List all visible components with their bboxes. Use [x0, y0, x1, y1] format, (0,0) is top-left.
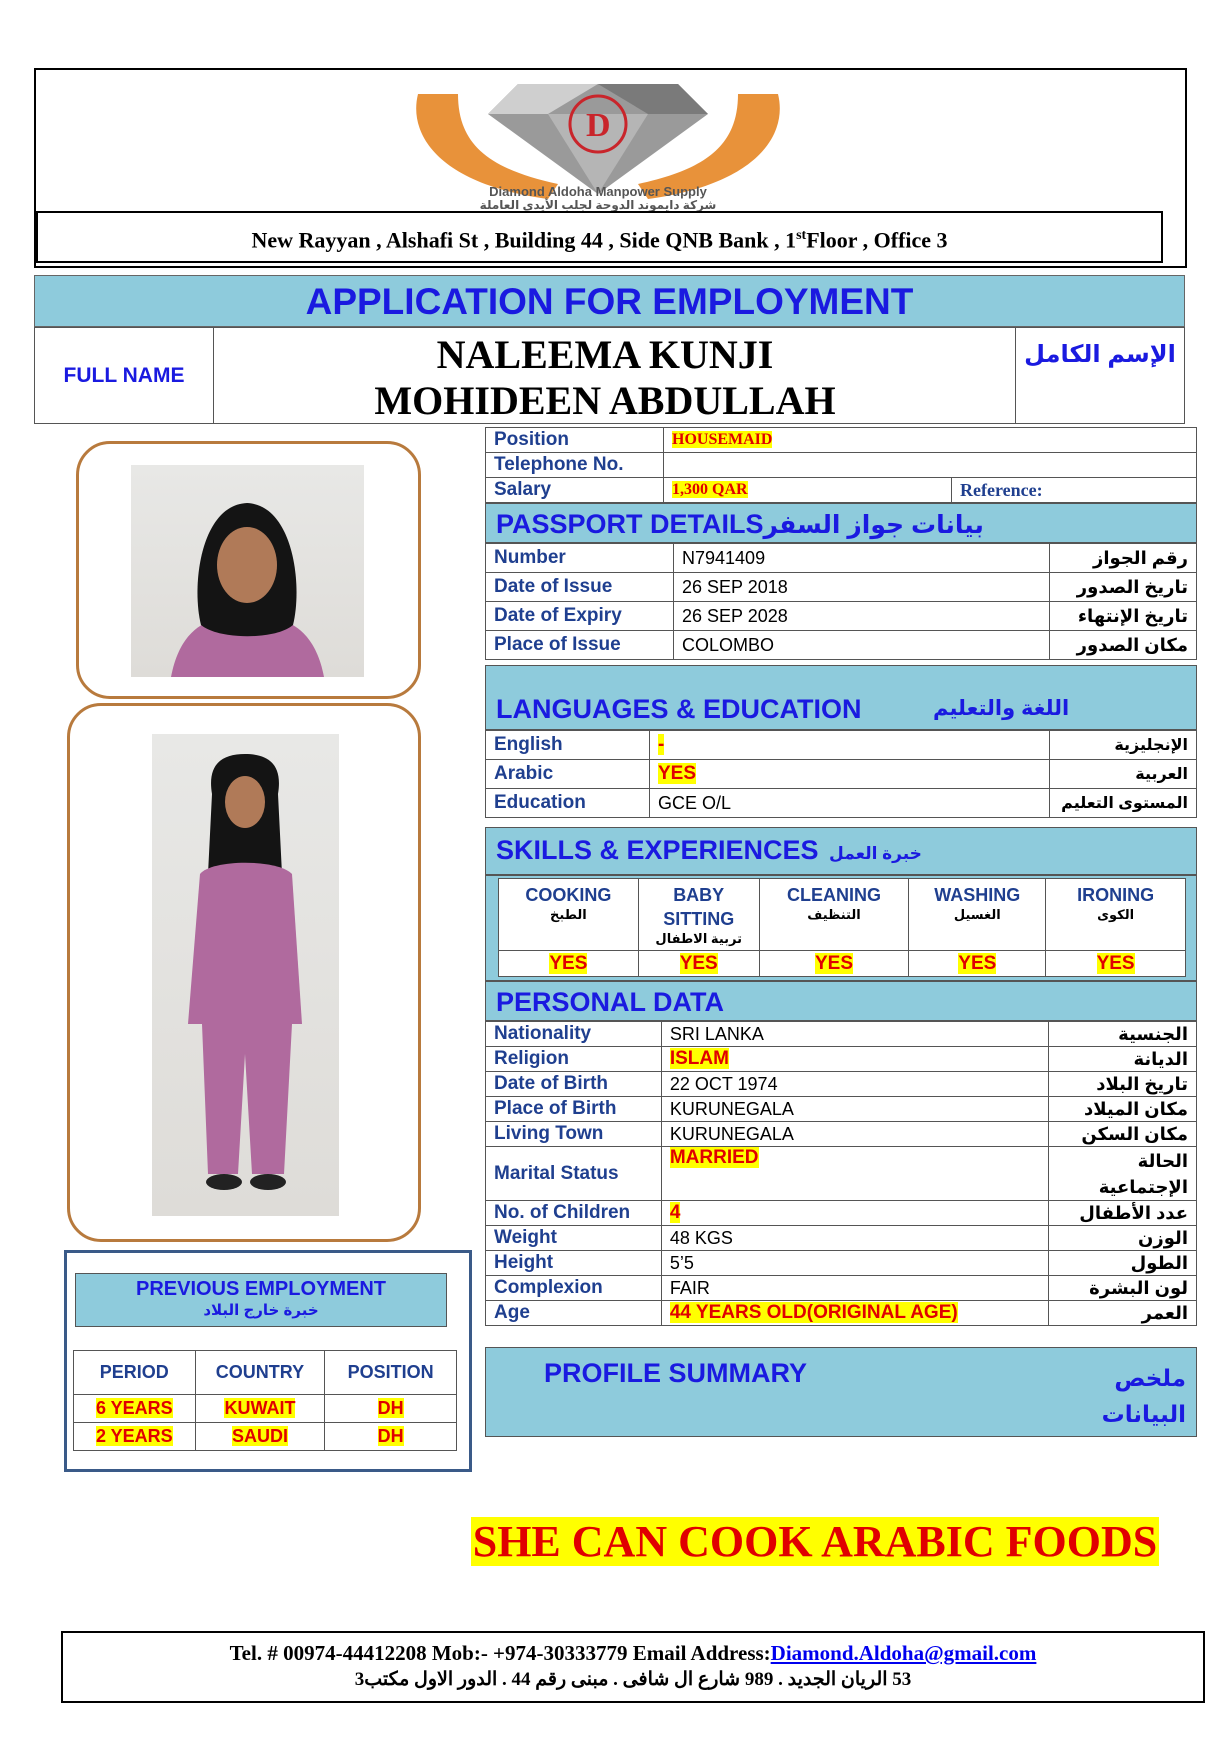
personal-row-label: No. of Children	[486, 1201, 662, 1226]
passport-row	[486, 631, 1197, 660]
personal-row	[486, 1201, 1197, 1226]
header-box	[34, 68, 1187, 268]
full-body-photo	[152, 734, 339, 1216]
skills-value-row	[499, 951, 1186, 977]
personal-row-label: Weight	[486, 1226, 662, 1251]
personal-row-value: 44 YEARS OLD(ORIGINAL AGE)	[669, 1302, 958, 1323]
passport-row	[486, 544, 1197, 573]
personal-row-value: MARRIED	[669, 1147, 759, 1168]
portrait-photo	[131, 465, 364, 677]
personal-row	[486, 1022, 1197, 1047]
passport-table	[485, 543, 1197, 660]
skill-name-ar: الكوى	[1097, 907, 1135, 922]
reference-label: Reference:	[952, 478, 1197, 503]
cooking-note-text: SHE CAN COOK ARABIC FOODS	[472, 1517, 1158, 1566]
skills-header-row	[499, 879, 1186, 951]
company-name-en: Diamond Aldoha Manpower Supply	[489, 184, 707, 199]
languages-table	[485, 730, 1197, 818]
skill-name-ar: الغسيل	[953, 907, 1001, 922]
personal-row	[486, 1097, 1197, 1122]
personal-row-label: Marital Status	[486, 1147, 662, 1201]
passport-row	[486, 602, 1197, 631]
personal-row-label: Date of Birth	[486, 1072, 662, 1097]
languages-title-ar: اللغة والتعليم	[933, 697, 1070, 720]
full-name-value: NALEEMA KUNJI MOHIDEEN ABDULLAH	[374, 332, 836, 423]
footer-contact-text: Tel. # 00974-44412208 Mob:- +974-30333779 Email Address:	[229, 1641, 771, 1665]
skill-name-ar: الطبخ	[550, 907, 587, 922]
salary-value: 1,300 QAR	[672, 481, 748, 498]
passport-row-label-ar: مكان الصدور	[1050, 631, 1197, 660]
personal-row	[486, 1251, 1197, 1276]
cooking-note	[455, 1516, 1175, 1567]
previous-employment-column-header: POSITION	[325, 1351, 457, 1395]
passport-row	[486, 573, 1197, 602]
language-row-label: Education	[486, 789, 650, 818]
language-row-label: English	[486, 731, 650, 760]
passport-row-label: Number	[486, 544, 674, 573]
language-row	[486, 731, 1197, 760]
passport-row-label-ar: رقم الجواز	[1050, 544, 1197, 573]
profile-title-ar: ملخص البيانات	[1101, 1365, 1186, 1427]
skill-name: BABY SITTING	[663, 885, 735, 929]
skill-value: YES	[958, 952, 997, 974]
personal-row-value: KURUNEGALA	[669, 1123, 794, 1144]
language-row-value: -	[658, 734, 665, 755]
skill-name-ar: تربية الاطفال	[655, 931, 742, 946]
languages-title: LANGUAGES & EDUCATION	[496, 694, 862, 724]
telephone-value	[664, 453, 1197, 478]
passport-title-ar: بيانات جواز السفر	[763, 511, 984, 539]
passport-row-value: 26 SEP 2018	[674, 573, 1050, 602]
personal-row-label-ar: عدد الأطفال	[1049, 1201, 1197, 1226]
previous-employment-period: 6 YEARS	[95, 1398, 173, 1418]
skill-name: COOKING	[525, 885, 612, 905]
full-name-row	[34, 327, 1185, 424]
language-row	[486, 789, 1197, 818]
personal-row-label-ar: الوزن	[1049, 1226, 1197, 1251]
passport-row-label-ar: تاريخ الصدور	[1050, 573, 1197, 602]
language-row-value: GCE O/L	[658, 792, 732, 813]
personal-row-label-ar: مكان السكن	[1049, 1122, 1197, 1147]
previous-employment-title-ar: خبرة خارج البلاد	[203, 1302, 319, 1319]
address-sup: st	[796, 228, 807, 243]
personal-row-label-ar: الطول	[1049, 1251, 1197, 1276]
skills-section-header	[485, 827, 1197, 875]
position-value: HOUSEMAID	[672, 431, 773, 448]
previous-employment-column-header: COUNTRY	[195, 1351, 325, 1395]
previous-employment-row	[74, 1395, 457, 1423]
skill-name: IRONING	[1077, 885, 1155, 905]
email-link[interactable]: Diamond.Aldoha@gmail.com	[770, 1641, 1037, 1665]
personal-row	[486, 1301, 1197, 1326]
telephone-label: Telephone No.	[486, 453, 664, 478]
previous-employment-position: DH	[377, 1398, 404, 1418]
skill-cell	[759, 879, 909, 951]
skill-cell	[638, 879, 759, 951]
passport-title: PASSPORT DETAILS	[496, 509, 764, 539]
passport-section-header	[485, 503, 1197, 543]
personal-row	[486, 1072, 1197, 1097]
previous-employment-position: DH	[377, 1426, 404, 1446]
personal-row	[486, 1147, 1197, 1201]
personal-section-header	[485, 981, 1197, 1021]
full-body-photo-frame	[67, 703, 421, 1242]
previous-employment-box	[64, 1250, 472, 1472]
previous-employment-country: KUWAIT	[224, 1398, 296, 1418]
personal-row-label-ar: العمر	[1049, 1301, 1197, 1326]
position-label: Position	[486, 428, 664, 453]
personal-row-label: Complexion	[486, 1276, 662, 1301]
skill-value: YES	[549, 952, 588, 974]
personal-row-label: Religion	[486, 1047, 662, 1072]
passport-row-label-ar: تاريخ الإنتهاء	[1050, 602, 1197, 631]
skill-cell	[1046, 879, 1186, 951]
skill-value: YES	[679, 952, 718, 974]
portrait-photo-frame	[76, 441, 421, 699]
previous-employment-table	[73, 1350, 457, 1451]
personal-row-value: 48 KGS	[669, 1227, 733, 1248]
personal-row-label: Place of Birth	[486, 1097, 662, 1122]
personal-row-value: FAIR	[669, 1277, 710, 1298]
previous-employment-header	[75, 1273, 447, 1327]
footer-contact	[61, 1631, 1205, 1703]
passport-row-value: COLOMBO	[674, 631, 1050, 660]
languages-section-header	[485, 665, 1197, 730]
skill-cell	[499, 879, 639, 951]
passport-row-label: Date of Expiry	[486, 602, 674, 631]
personal-row-label-ar: لون البشرة	[1049, 1276, 1197, 1301]
personal-row-label-ar: الديانة	[1049, 1047, 1197, 1072]
skills-title: SKILLS & EXPERIENCES	[496, 835, 819, 865]
personal-row-label: Living Town	[486, 1122, 662, 1147]
passport-row-label: Date of Issue	[486, 573, 674, 602]
language-row-label-ar: الإنجليزية	[1050, 731, 1197, 760]
personal-row-value: SRI LANKA	[669, 1023, 764, 1044]
skills-table	[498, 878, 1186, 977]
personal-row-value: 5’5	[669, 1252, 694, 1273]
svg-text:D: D	[586, 107, 611, 144]
personal-row	[486, 1226, 1197, 1251]
personal-row-value: ISLAM	[669, 1048, 729, 1069]
personal-row-value: 4	[669, 1202, 681, 1223]
language-row-label-ar: المستوى التعليم	[1050, 789, 1197, 818]
address-text: New Rayyan , Alshafi St , Building 44 , Side QNB Bank , 1	[251, 227, 797, 253]
profile-summary	[485, 1347, 1197, 1437]
previous-employment-title: PREVIOUS EMPLOYMENT	[135, 1278, 387, 1300]
personal-row-label-ar: مكان الميلاد	[1049, 1097, 1197, 1122]
page-title: APPLICATION FOR EMPLOYMENT	[305, 281, 914, 322]
skill-value: YES	[814, 952, 854, 974]
skills-title-ar: خبرة العمل	[829, 844, 922, 863]
skill-cell	[909, 879, 1046, 951]
personal-row-label-ar: الحالة الإجتماعية	[1049, 1147, 1197, 1201]
personal-table	[485, 1021, 1197, 1326]
skill-name: CLEANING	[787, 885, 881, 905]
personal-row-value: 22 OCT 1974	[669, 1073, 778, 1094]
previous-employment-row	[74, 1423, 457, 1451]
personal-row-label-ar: تاريخ البلاد	[1049, 1072, 1197, 1097]
personal-row-label: Age	[486, 1301, 662, 1326]
personal-row-value: KURUNEGALA	[669, 1098, 794, 1119]
skill-value: YES	[1096, 952, 1135, 974]
passport-row-label: Place of Issue	[486, 631, 674, 660]
passport-row-value: N7941409	[674, 544, 1050, 573]
personal-row-label: Height	[486, 1251, 662, 1276]
profile-title: PROFILE SUMMARY	[544, 1358, 807, 1388]
language-row-label: Arabic	[486, 760, 650, 789]
position-table	[485, 427, 1197, 503]
personal-row	[486, 1276, 1197, 1301]
previous-employment-column-header: PERIOD	[74, 1351, 196, 1395]
address-bar	[36, 211, 1163, 263]
company-name-ar: شركة دايموند الدوحة لجلب الأيدي العاملة	[479, 198, 717, 212]
previous-employment-header-row	[74, 1351, 457, 1395]
personal-row-label: Nationality	[486, 1022, 662, 1047]
language-row-label-ar: العربية	[1050, 760, 1197, 789]
salary-label: Salary	[486, 478, 664, 503]
full-name-label: FULL NAME	[63, 364, 185, 387]
passport-row-value: 26 SEP 2028	[674, 602, 1050, 631]
personal-row-label-ar: الجنسية	[1049, 1022, 1197, 1047]
personal-row	[486, 1047, 1197, 1072]
footer-address-ar: 53 الريان الجديد . 989 شارع ال شافى . مبنى رقم 44 . الدور الاول مكتب3	[354, 1669, 912, 1690]
address-text-end: Floor , Office 3	[806, 227, 948, 253]
skills-panel	[485, 875, 1197, 981]
application-title	[34, 275, 1185, 327]
skill-name: WASHING	[934, 885, 1021, 905]
language-row-value: YES	[658, 763, 697, 784]
previous-employment-period: 2 YEARS	[95, 1426, 173, 1446]
previous-employment-country: SAUDI	[231, 1426, 288, 1446]
full-name-label-ar: الإسم الكامل	[1024, 341, 1176, 368]
personal-row	[486, 1122, 1197, 1147]
personal-title: PERSONAL DATA	[496, 987, 725, 1017]
language-row	[486, 760, 1197, 789]
skill-name-ar: التنظيف	[807, 907, 861, 922]
